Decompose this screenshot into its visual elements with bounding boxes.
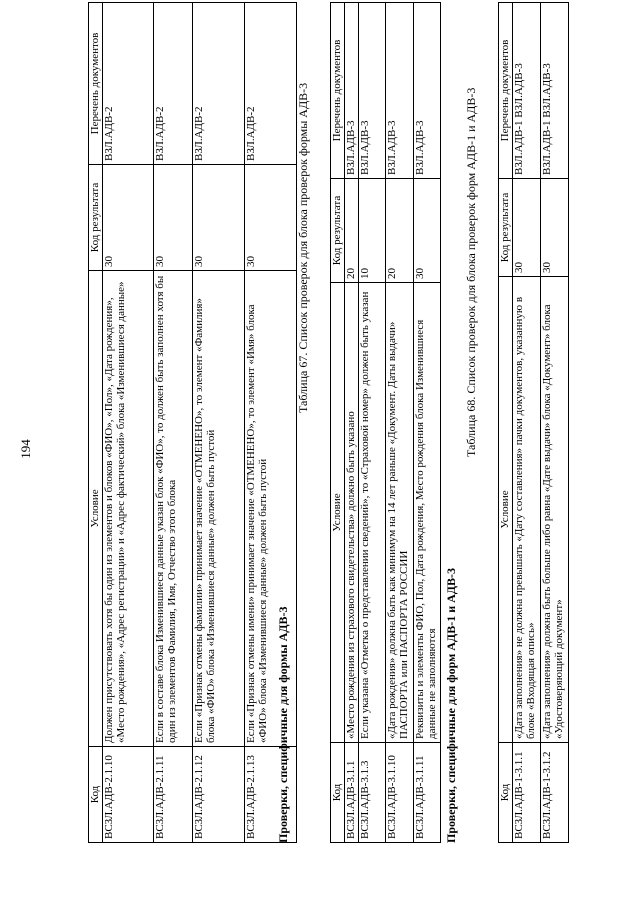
table-2 (330, 2, 441, 843)
col-header-result-code: Код результата (331, 179, 345, 283)
cell-code: ВСЗЛ.АДВ-3.1.3 (359, 743, 386, 843)
cell-code: ВСЗЛ.АДВ-2.1.12 (193, 747, 245, 843)
table-row (345, 3, 359, 843)
table-3 (498, 2, 569, 843)
cell-condition: Должен присутствовать хотя бы один из элементов и блоков «ФИО», «Пол», «Дата рождения», «Место рождения», «Адрес регистрации» и «Адрес фактический» блока «Изменившиеся данные» (103, 271, 154, 747)
table-header-row (499, 3, 513, 843)
cell-result-code: 30 (193, 165, 245, 271)
col-header-code: Код (89, 747, 103, 843)
table-header-row (331, 3, 345, 843)
table-row (103, 3, 154, 843)
cell-documents: ВЗЛ.АДВ-3 (386, 3, 414, 179)
cell-condition: Если «Признак отмены имени» принимает значение «ОТМЕНЕНО», то элемент «Имя» блока «ФИО» блока «Изменившиеся данные» должен быть пустой (245, 271, 297, 747)
cell-code: ВСЗЛ.АДВ-2.1.11 (154, 747, 193, 843)
col-header-result-code: Код результата (89, 165, 103, 271)
col-header-documents: Перечень документов (499, 3, 513, 179)
col-header-code: Код (499, 743, 513, 843)
cell-documents: ВЗЛ.АДВ-3 (345, 3, 359, 179)
cell-condition: «Дата заполнения» должна быть больше либо равна «Дате выдачи» блока «Документ» блока «Удостоверяющий документ» (541, 277, 569, 743)
cell-code: ВСЗЛ.АДВ-3.1.11 (414, 743, 441, 843)
cell-documents: ВЗЛ.АДВ-2 (154, 3, 193, 165)
cell-result-code: 20 (386, 179, 414, 283)
cell-code: ВСЗЛ.АДВ-3.1.1 (345, 743, 359, 843)
col-header-result-code: Код результата (499, 179, 513, 277)
cell-documents: ВЗЛ.АДВ-3 (359, 3, 386, 179)
table-row (541, 3, 569, 843)
table-row (359, 3, 386, 843)
table-row (386, 3, 414, 843)
cell-code: ВСЗЛ.АДВ-2.1.10 (103, 747, 154, 843)
cell-code: ВСЗЛ.АДВ-3.1.10 (386, 743, 414, 843)
cell-result-code: 30 (414, 179, 441, 283)
cell-documents: ВЗЛ.АДВ-1 ВЗЛ.АДВ-3 (513, 3, 541, 179)
cell-condition: «Дата рождения» должна быть как минимум на 14 лет раньше «Документ. Даты выдачи» ПАСПОРТА или ПАСПОРТА РОССИИ (386, 283, 414, 743)
cell-code: ВСЗЛ.АДВ-1-3.1.2 (541, 743, 569, 843)
table-row (193, 3, 245, 843)
cell-result-code: 30 (245, 165, 297, 271)
cell-documents: ВЗЛ.АДВ-2 (193, 3, 245, 165)
cell-result-code: 30 (541, 179, 569, 277)
cell-code: ВСЗЛ.АДВ-2.1.13 (245, 747, 297, 843)
cell-condition: Если указана «Отметка о представлении сведений», то «Страховой номер» должен быть указан (359, 283, 386, 743)
table-3-caption: Таблица 68. Список проверок для блока проверок форм АДВ-1 и АДВ-3 (464, 87, 478, 457)
cell-condition: Если в составе блока Изменившиеся данные указан блок «ФИО», то должен быть заполнен хотя бы один из элементов Фамилия, Имя, Отчество этого блока (154, 271, 193, 747)
table-row (154, 3, 193, 843)
cell-result-code: 30 (154, 165, 193, 271)
col-header-condition: Условие (499, 277, 513, 743)
page-number: 194 (18, 439, 33, 459)
table-header-row (89, 3, 103, 843)
section-title-adv1-adv3: Проверки, специфичные для форм АДВ-1 и АДВ-3 (444, 567, 458, 843)
cell-result-code: 30 (103, 165, 154, 271)
cell-result-code: 10 (359, 179, 386, 283)
table-2-caption: Таблица 67. Список проверок для блока проверок формы АДВ-3 (296, 82, 310, 413)
table-1 (88, 2, 297, 843)
cell-condition: Реквизиты и элементы ФИО, Пол, Дата рождения, Место рождения блока Изменившиеся данные не заполняются (414, 283, 441, 743)
cell-condition: «Дата заполнения» не должна превышать «Дату составления» пачки документов, указанную в блоке «Входящая опись» (513, 277, 541, 743)
table-row (513, 3, 541, 843)
table-row (414, 3, 441, 843)
cell-condition: «Место рождения из страхового свидетельства» должно быть указано (345, 283, 359, 743)
col-header-documents: Перечень документов (89, 3, 103, 165)
col-header-code: Код (331, 743, 345, 843)
col-header-condition: Условие (331, 283, 345, 743)
cell-result-code: 30 (513, 179, 541, 277)
cell-condition: Если «Признак отмены фамилии» принимает значение «ОТМЕНЕНО», то элемент «Фамилия» блока «ФИО» блока «Изменившиеся данные» должен быть пустой (193, 271, 245, 747)
col-header-documents: Перечень документов (331, 3, 345, 179)
cell-code: ВСЗЛ.АДВ-1-3.1.1 (513, 743, 541, 843)
cell-documents: ВЗЛ.АДВ-2 (245, 3, 297, 165)
cell-documents: ВЗЛ.АДВ-2 (103, 3, 154, 165)
cell-result-code: 20 (345, 179, 359, 283)
cell-documents: ВЗЛ.АДВ-3 (414, 3, 441, 179)
cell-documents: ВЗЛ.АДВ-1 ВЗЛ.АДВ-3 (541, 3, 569, 179)
section-title-adv3: Проверки, специфичные для формы АДВ-3 (276, 606, 290, 843)
col-header-condition: Условие (89, 271, 103, 747)
